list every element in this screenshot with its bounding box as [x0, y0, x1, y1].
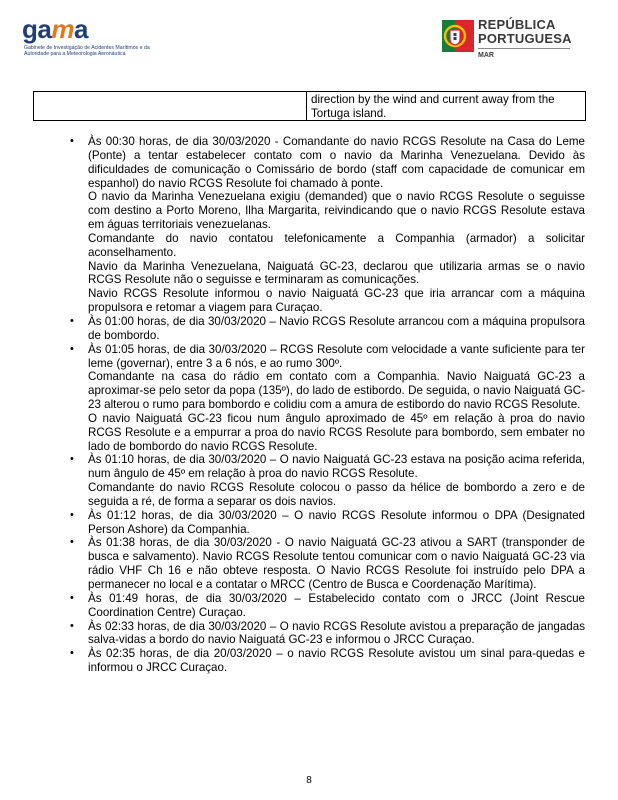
list-item-paragraph: Comandante do navio contatou telefonicamente a Companhia (armador) a solicitar aconselhamento. — [88, 231, 585, 259]
bullet-icon: • — [70, 591, 74, 604]
list-item-paragraph: Comandante na casa do rádio em contato com a Companhia. Navio Naiguatá GC-23 a aproximar-se pelo setor da popa (135º), do lado de estibordo. De seguida, o navio Naiguatá GC-23 alterou o rumo para bombordo e colidiu com a amura de estibordo do navio RCGS Resolute. — [88, 370, 585, 412]
list-item-paragraph: Às 01:12 horas, de dia 30/03/2020 – O navio RCGS Resolute informou o DPA (Designated Person Ashore) da Companhia. — [88, 508, 585, 536]
list-item — [70, 591, 585, 620]
list-item-paragraph: Às 01:05 horas, de dia 30/03/2020 – RCGS Resolute com velocidade a vante suficiente para ter leme (governar), entre 3 a 6 nós, e ao rumo 300º. — [88, 342, 585, 370]
table-cell-empty — [34, 92, 307, 120]
list-item-paragraph: Às 01:10 horas, de dia 30/03/2020 – O navio Naiguatá GC-23 estava na posição acima referida, num ângulo de 45º em relação à proa do navio RCGS Resolute. — [88, 453, 585, 481]
list-item-paragraph: Navio da Marinha Venezuelana, Naiguatá GC-23, declarou que utilizaria armas se o navio RCGS Resolute não o seguisse e terminaram as comunicações. — [88, 259, 585, 287]
list-item — [70, 536, 585, 591]
table-continuation — [33, 91, 586, 121]
list-item-paragraph: Às 01:49 horas, de dia 30/03/2020 – Estabelecido contato com o JRCC (Joint Rescue Coordination Centre) Curaçao. — [88, 591, 585, 619]
list-item — [70, 647, 585, 675]
bullet-icon: • — [70, 536, 74, 549]
event-timeline-list — [70, 135, 585, 675]
table-cell-text: direction by the wind and current away from the Tortuga island. — [311, 93, 555, 120]
list-item — [70, 453, 585, 508]
page-header — [0, 0, 618, 78]
list-item-paragraph: O navio da Marinha Venezuelana exigiu (demanded) que o navio RCGS Resolute o seguisse com destino a Porto Moreno, Ilha Margarita, reivindicando que o navio RCGS Resolute estava em águas territoriais venezuelanas. — [88, 190, 585, 232]
list-item — [70, 619, 585, 648]
list-item-paragraph: Às 01:38 horas, de dia 30/03/2020 - O navio Naiguatá GC-23 ativou a SART (transponder de busca e salvamento). Navio RCGS Resolute tentou comunicar com o navio Naiguatá GC-23 via rádio VHF Ch 16 e não obteve resposta. O Navio RCGS Resolute foi instruído pelo DPA a permanecer no local e a contatar o MRCC (Centro de Busca e Coordenação Marítima). — [88, 536, 585, 591]
list-item-paragraph: Às 01:00 horas, de dia 30/03/2020 – Navio RCGS Resolute arrancou com a máquina propulsora de bombordo. — [88, 314, 585, 342]
bullet-icon: • — [70, 342, 74, 355]
bullet-icon: • — [70, 453, 74, 466]
bullet-icon: • — [70, 508, 74, 521]
gama-logo: gama Gabinete de Investigação de Acidentes Marítimos e da Autoridade para a Meteorologia Aeronáutica — [22, 14, 182, 66]
list-item — [70, 135, 585, 315]
list-item-paragraph: Às 02:33 horas, de dia 30/03/2020 – O navio RCGS Resolute avistou a preparação de jangadas salva-vidas a bordo do navio Naiguatá GC-23 e informou o JRCC Curaçao. — [88, 619, 585, 647]
list-item-paragraph: Às 02:35 horas, de dia 20/03/2020 – o navio RCGS Resolute avistou um sinal para-quedas e informou o JRCC Curaçao. — [88, 647, 585, 675]
list-item-paragraph: O navio Naiguatá GC-23 ficou num ângulo aproximado de 45º em relação à proa do navio RCGS Resolute e a empurrar a proa do navio RCGS Resolute para bombordo, sem embater no lado de bombordo do navio RCGS Resolute. — [88, 411, 585, 453]
bullet-icon: • — [70, 647, 74, 660]
list-item-paragraph: Comandante do navio RCGS Resolute colocou o passo da hélice de bombordo a zero e de seguida a ré, de forma a separar os dois navios. — [88, 481, 585, 508]
list-item — [70, 342, 585, 454]
portuguese-coat-of-arms-icon — [440, 16, 476, 56]
republica-portuguesa-logo: REPÚBLICA PORTUGUESA MAR — [440, 16, 600, 68]
bullet-icon: • — [70, 135, 74, 147]
ministry-label: MAR — [478, 52, 494, 59]
divider — [478, 48, 570, 49]
list-item — [70, 314, 585, 343]
list-item-paragraph: Navio RCGS Resolute informou o navio Naiguatá GC-23 que iria arrancar com a máquina propulsora e retomar a viagem para Curaçao. — [88, 287, 585, 315]
list-item — [70, 508, 585, 537]
list-item-paragraph: Às 00:30 horas, de dia 30/03/2020 - Comandante do navio RCGS Resolute na Casa do Leme (Ponte) a tentar estabelecer contato com o navio da Marinha Venezuelana. Devido às dificuldades de comunicação o Comissário de bordo (staff com capacidade de comunicar em espanhol) do navio RCGS Resolute foi chamado à ponte. — [88, 135, 585, 190]
bullet-icon: • — [70, 619, 74, 632]
gama-subtitle: Gabinete de Investigação de Acidentes Marítimos e da Autoridade para a Meteorologia Aeronáutica — [24, 45, 150, 58]
page-number: 8 — [306, 775, 312, 786]
bullet-icon: • — [70, 314, 74, 327]
